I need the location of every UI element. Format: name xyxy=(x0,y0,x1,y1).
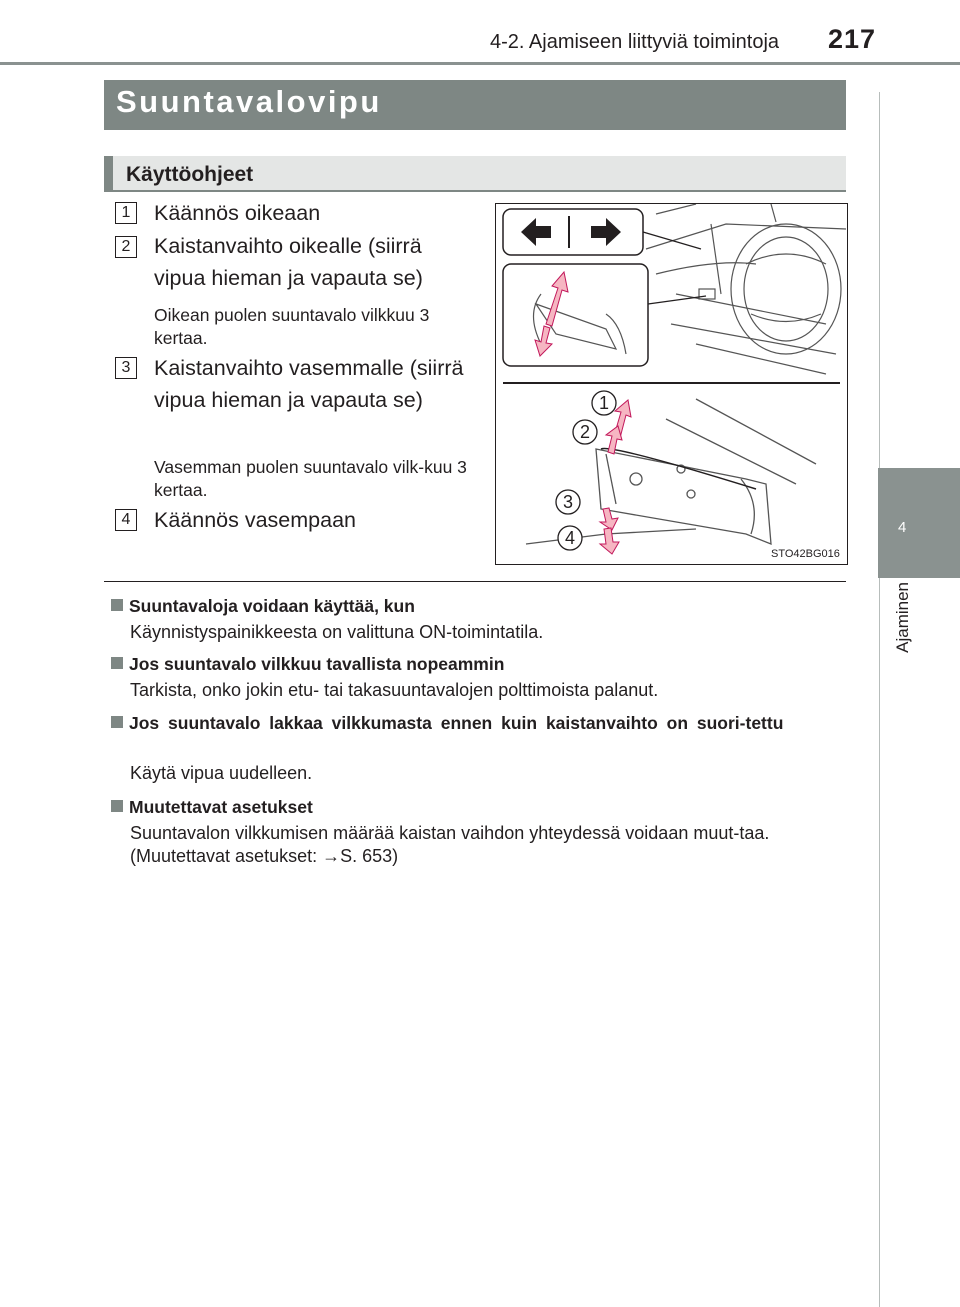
callout-3: 3 xyxy=(562,492,574,512)
chapter-tab-number: 4 xyxy=(898,519,907,536)
step-text-2: Kaistanvaihto oikealle (siirrä vipua hieman ja vapauta se) xyxy=(154,234,423,290)
note-heading-1: Suuntavaloja voidaan käyttää, kun xyxy=(111,595,846,617)
step-number-4: 4 xyxy=(115,509,137,531)
chapter-tab-label: Ajaminen xyxy=(893,582,912,653)
step-text-1: Käännös oikeaan xyxy=(154,201,321,225)
note-body-3: Käytä vipua uudelleen. xyxy=(130,763,313,783)
step-text-3: Kaistanvaihto vasemmalle (siirrä vipua hieman ja vapauta se) xyxy=(154,356,464,412)
step-note-2: Oikean puolen suuntavalo vilkkuu 3 kertaa. xyxy=(154,305,430,348)
callout-2: 2 xyxy=(579,422,591,442)
square-bullet-icon xyxy=(111,657,123,669)
subtitle: Käyttöohjeet xyxy=(126,163,254,186)
callout-1: 1 xyxy=(598,393,610,413)
square-bullet-icon xyxy=(111,599,123,611)
header-rule xyxy=(0,62,960,65)
step-note-3: Vasemman puolen suuntavalo vilk-kuu 3 kertaa. xyxy=(154,457,467,500)
note-body-4: Suuntavalon vilkkumisen määrää kaistan vaihdon yhteydessä voidaan muut-taa. (Muutettavat asetukset: →S. 653) xyxy=(130,823,770,866)
square-bullet-icon xyxy=(111,716,123,728)
side-rule xyxy=(879,92,880,1307)
step-number-2: 2 xyxy=(115,236,137,258)
step-text-4: Käännös vasempaan xyxy=(154,508,357,532)
page-title: Suuntavalovipu xyxy=(116,84,382,119)
illustration-code: STO42BG016 xyxy=(771,548,840,560)
subtitle-accent xyxy=(104,156,113,192)
page-number: 217 xyxy=(828,24,877,54)
note-heading-4: Muutettavat asetukset xyxy=(111,796,846,818)
note-heading-3: Jos suuntavalo lakkaa vilkkumasta ennen kuin kaistanvaihto on suori-tettu xyxy=(111,712,846,734)
callout-4: 4 xyxy=(564,528,576,548)
section-separator xyxy=(104,581,846,582)
turn-signal-illustration xyxy=(495,203,848,565)
note-body-1: Käynnistyspainikkeesta on valittuna ON-toimintatila. xyxy=(130,622,544,642)
running-header-section: 4-2. Ajamiseen liittyviä toimintoja xyxy=(490,31,780,53)
square-bullet-icon xyxy=(111,800,123,812)
note-body-2: Tarkista, onko jokin etu- tai takasuuntavalojen polttimoista palanut. xyxy=(130,680,659,700)
note-heading-2: Jos suuntavalo vilkkuu tavallista nopeammin xyxy=(111,653,846,675)
chapter-tab xyxy=(878,468,960,578)
step-number-3: 3 xyxy=(115,357,137,379)
step-number-1: 1 xyxy=(115,202,137,224)
